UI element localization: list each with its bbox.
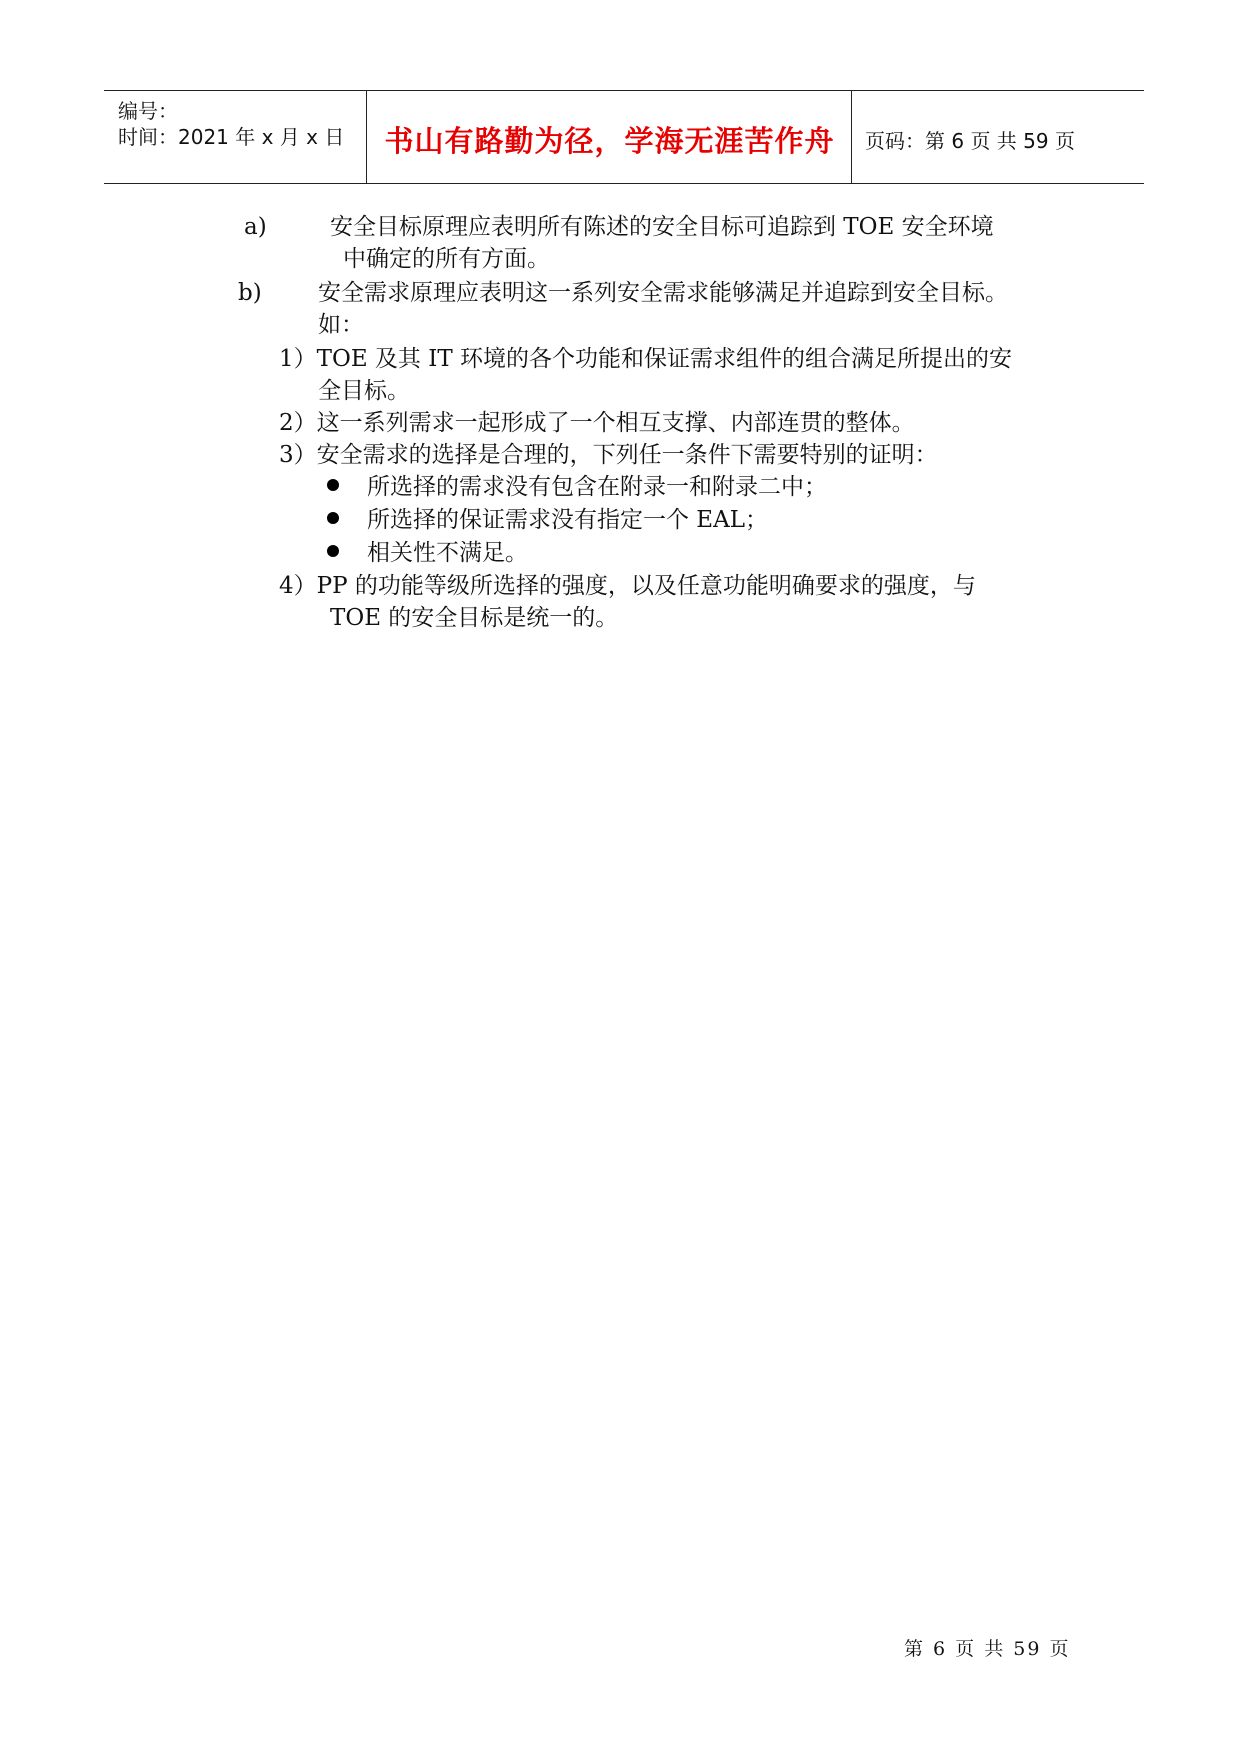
item-b-text-line1: 安全需求原理应表明这一系列安全需求能够满足并追踪到安全目标。 [318,280,1008,306]
item-a-text-line2: 中确定的所有方面。 [343,246,550,272]
bullet-dot-icon [327,512,339,524]
bullet-item-1: 所选择的需求没有包含在附录一和附录二中； [367,474,827,500]
header-page-info: 页码：第 6 页 共 59 页 [865,129,1075,153]
item-a-marker: a) [244,214,267,240]
bullet-item-2: 所选择的保证需求没有指定一个 EAL； [367,507,768,533]
sub-item-2: 2）这一系列需求一起形成了一个相互支撑、内部连贯的整体。 [279,410,915,436]
item-b-marker: b) [238,280,262,306]
header-left-cell [104,91,367,183]
sub-item-4-line1: 4）PP 的功能等级所选择的强度，以及任意功能明确要求的强度，与 [279,573,976,599]
page-header [104,90,1144,184]
item-a-text-line1: 安全目标原理应表明所有陈述的安全目标可追踪到 TOE 安全环境 [330,214,994,240]
item-b-text-line2: 如： [318,312,364,338]
header-center-cell [368,91,852,183]
page-footer: 第 6 页 共 59 页 [904,1638,1071,1660]
header-right-cell [853,91,1144,183]
document-number-label: 编号： [118,99,178,123]
header-motto: 书山有路勤为径，学海无涯苦作舟 [384,124,835,158]
bullet-dot-icon [327,545,339,557]
sub-item-3: 3）安全需求的选择是合理的，下列任一条件下需要特别的证明： [279,442,938,468]
sub-item-1-line1: 1）TOE 及其 IT 环境的各个功能和保证需求组件的组合满足所提出的安 [279,346,1012,372]
sub-item-1-line2: 全目标。 [318,378,410,404]
bullet-dot-icon [327,479,339,491]
sub-item-4-line2: TOE 的安全目标是统一的。 [330,605,619,631]
bullet-item-3: 相关性不满足。 [367,540,528,566]
document-date: 时间：2021 年 x 月 x 日 [118,125,345,149]
